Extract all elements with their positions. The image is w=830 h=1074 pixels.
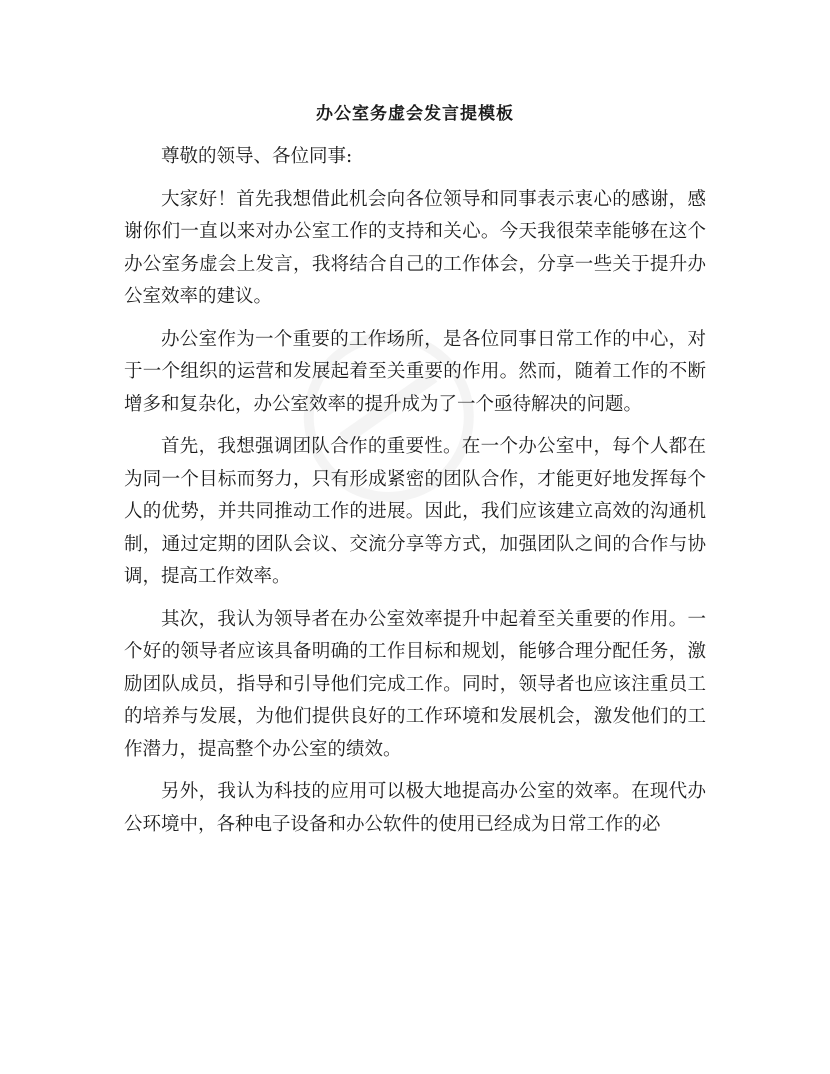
document-title: 办公室务虚会发言提模板 <box>316 104 514 124</box>
body-paragraph: 大家好！首先我想借此机会向各位领导和同事表示衷心的感谢，感谢你们一直以来对办公室工作的支持和关心。今天我很荣幸能够在这个办公室务虚会上发言，我将结合自己的工作体会，分享一些关于提升办公室效率的建议。 <box>124 188 706 307</box>
body-paragraph: 另外，我认为科技的应用可以极大地提高办公室的效率。在现代办公环境中，各种电子设备和办公软件的使用已经成为日常工作的必 <box>124 781 706 835</box>
body-paragraph: 办公室作为一个重要的工作场所，是各位同事日常工作的中心，对于一个组织的运营和发展起着至关重要的作用。然而，随着工作的不断增多和复杂化，办公室效率的提升成为了一个亟待解决的问题。 <box>124 328 706 415</box>
document-body <box>124 141 706 851</box>
greeting-paragraph: 尊敬的领导、各位同事: <box>161 146 353 167</box>
body-paragraph: 其次，我认为领导者在办公室效率提升中起着至关重要的作用。一个好的领导者应该具备明确的工作目标和规划，能够合理分配任务，激励团队成员，指导和引导他们完成工作。同时，领导者也应该注重员工的培养与发展，为他们提供良好的工作环境和发展机会，激发他们的工作潜力，提高整个办公室的绩效。 <box>124 608 706 760</box>
body-paragraph: 首先，我想强调团队合作的重要性。在一个办公室中，每个人都在为同一个目标而努力，只有形成紧密的团队合作，才能更好地发挥每个人的优势，并共同推动工作的进展。因此，我们应该建立高效的沟通机制，通过定期的团队会议、交流分享等方式，加强团队之间的合作与协调，提高工作效率。 <box>124 436 706 587</box>
